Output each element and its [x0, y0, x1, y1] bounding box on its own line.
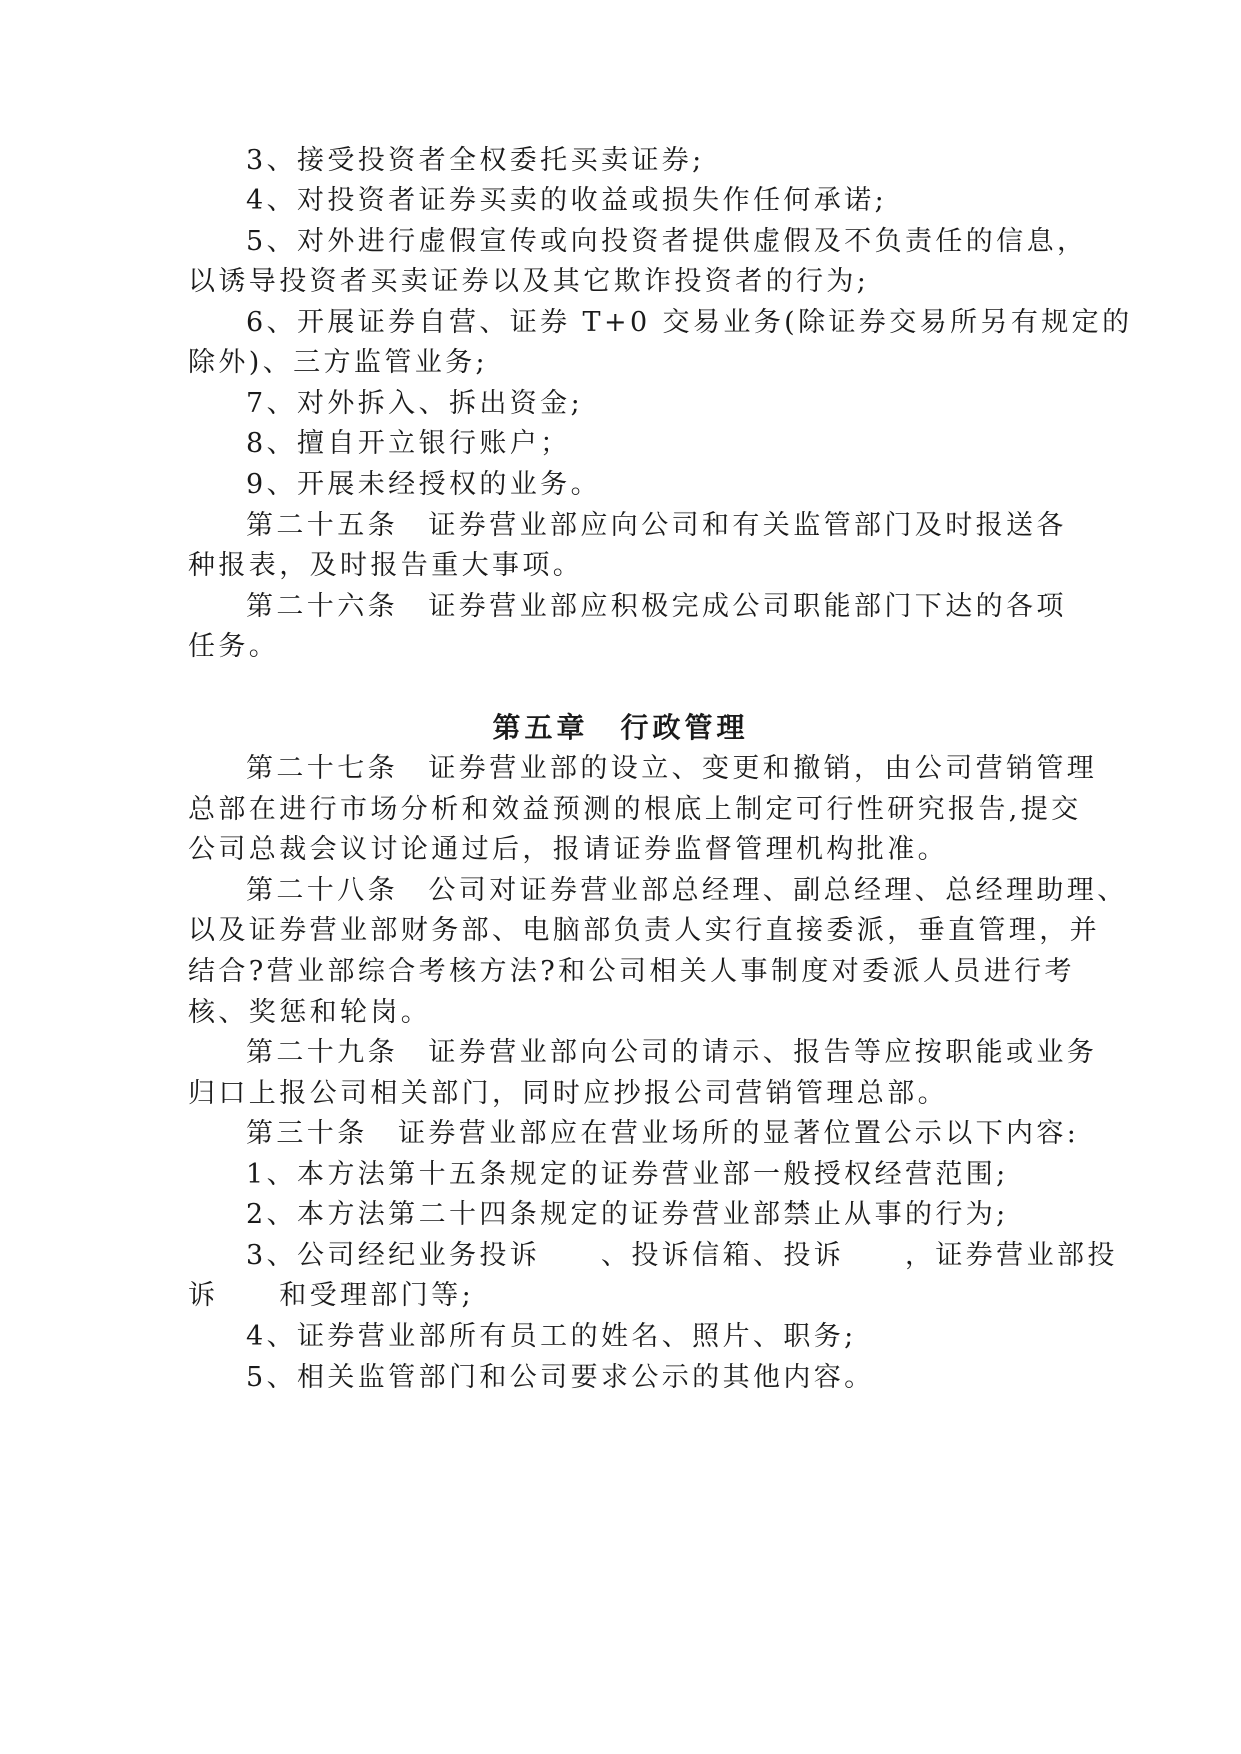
text-line: 种报表，及时报告重大事项。: [188, 550, 584, 581]
text-line: 6、开展证券自营、证券 T+0 交易业务(除证券交易所另有规定的: [246, 307, 1133, 338]
text-line: 5、相关监管部门和公司要求公示的其他内容。: [246, 1362, 875, 1393]
text-line: 核、奖惩和轮岗。: [188, 997, 432, 1028]
text-line: 任务。: [188, 631, 280, 662]
text-line: 结合?营业部综合考核方法?和公司相关人事制度对委派人员进行考: [188, 956, 1075, 987]
text-line: 3、公司经纪业务投诉 、投诉信箱、投诉 ，证券营业部投: [246, 1240, 1118, 1271]
text-line: 9、开展未经授权的业务。: [246, 469, 601, 500]
text-line: 第二十七条 证券营业部的设立、变更和撤销，由公司营销管理: [246, 753, 1098, 784]
text-line: 7、对外拆入、拆出资金;: [246, 388, 584, 419]
text-line: 1、本方法第十五条规定的证券营业部一般授权经营范围;: [246, 1159, 1009, 1190]
text-line: 第三十条 证券营业部应在营业场所的显著位置公示以下内容:: [246, 1118, 1080, 1149]
text-line: 第二十九条 证券营业部向公司的请示、报告等应按职能或业务: [246, 1037, 1098, 1068]
text-line: 第二十六条 证券营业部应积极完成公司职能部门下达的各项: [246, 591, 1067, 622]
text-line: 8、擅自开立银行账户；: [246, 428, 571, 459]
text-line: 5、对外进行虚假宣传或向投资者提供虚假及不负责任的信息，: [246, 226, 1088, 257]
text-line: 第二十五条 证券营业部应向公司和有关监管部门及时报送各: [246, 510, 1067, 541]
text-line: 第二十八条 公司对证券营业部总经理、副总经理、总经理助理、: [246, 875, 1128, 906]
text-line: 2、本方法第二十四条规定的证券营业部禁止从事的行为;: [246, 1199, 1009, 1230]
text-line: 公司总裁会议讨论通过后，报请证券监督管理机构批准。: [188, 834, 948, 865]
text-line: 诉 和受理部门等;: [188, 1280, 475, 1311]
text-line: 总部在进行市场分析和效益预测的根底上制定可行性研究报告,提交: [188, 794, 1082, 825]
text-line: 以诱导投资者买卖证券以及其它欺诈投资者的行为;: [188, 266, 870, 297]
chapter-heading: 第五章 行政管理: [492, 711, 749, 744]
text-line: 4、对投资者证券买卖的收益或损失作任何承诺;: [246, 185, 888, 216]
text-line: 除外)、三方监管业务;: [188, 347, 489, 378]
text-line: 3、接受投资者全权委托买卖证券;: [246, 145, 705, 176]
text-line: 归口上报公司相关部门，同时应抄报公司营销管理总部。: [188, 1078, 948, 1109]
text-line: 以及证券营业部财务部、电脑部负责人实行直接委派，垂直管理，并: [188, 915, 1100, 946]
text-line: 4、证券营业部所有员工的姓名、照片、职务;: [246, 1321, 857, 1352]
